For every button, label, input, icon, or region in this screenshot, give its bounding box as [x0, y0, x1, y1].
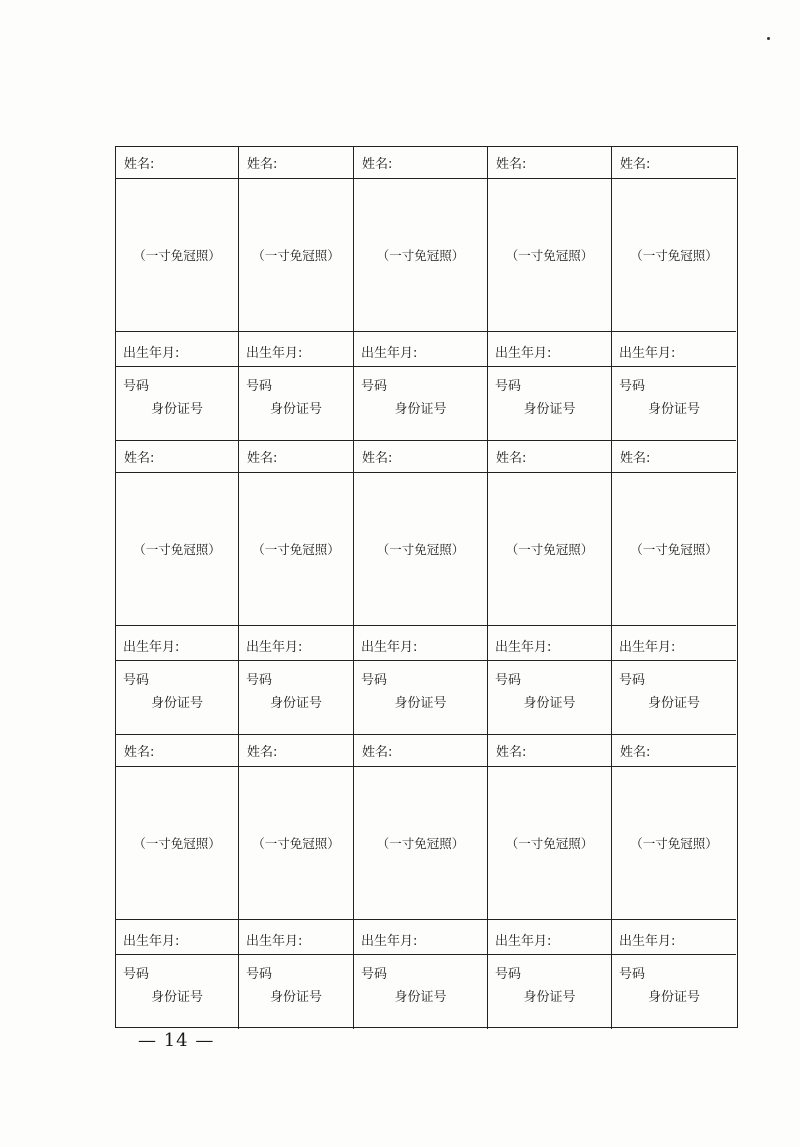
- id-card-label: 身份证号: [269, 402, 322, 417]
- name-field: 姓名:: [488, 441, 611, 473]
- birth-date-field: 出生年月:: [116, 626, 238, 661]
- id-number-field: 号码: [495, 379, 522, 394]
- name-field: 姓名:: [239, 441, 353, 473]
- applicant-card: [354, 735, 488, 1029]
- photo-placeholder: （一寸免冠照）: [488, 179, 611, 332]
- id-card-label: 身份证号: [523, 990, 576, 1005]
- name-field: 姓名:: [612, 147, 736, 179]
- birth-date-field: 出生年月:: [354, 920, 487, 955]
- birth-date-field: 出生年月:: [239, 920, 353, 955]
- name-field: 姓名:: [354, 147, 487, 179]
- birth-date-field: 出生年月:: [488, 332, 611, 367]
- photo-placeholder: （一寸免冠照）: [612, 767, 736, 920]
- photo-placeholder: （一寸免冠照）: [354, 473, 487, 626]
- birth-date-field: 出生年月:: [612, 920, 736, 955]
- applicant-card: [612, 735, 736, 1029]
- photo-placeholder: （一寸免冠照）: [116, 767, 238, 920]
- applicant-card: [354, 441, 488, 735]
- id-card-label: 身份证号: [394, 402, 447, 417]
- name-field: 姓名:: [488, 735, 611, 767]
- id-number-field: 号码: [361, 673, 388, 688]
- id-number-field: 号码: [495, 967, 522, 982]
- id-number-field: 号码: [619, 379, 646, 394]
- id-card-label: 身份证号: [394, 696, 447, 711]
- name-field: 姓名:: [612, 735, 736, 767]
- applicant-card: [239, 441, 354, 735]
- id-number-field: 号码: [619, 673, 646, 688]
- photo-placeholder: （一寸免冠照）: [239, 179, 353, 332]
- applicant-card: [116, 441, 239, 735]
- id-number-field: 号码: [246, 379, 273, 394]
- id-card-label: 身份证号: [150, 696, 203, 711]
- birth-date-field: 出生年月:: [354, 626, 487, 661]
- birth-date-field: 出生年月:: [612, 626, 736, 661]
- applicant-card: [612, 441, 736, 735]
- id-number-field: 号码: [495, 673, 522, 688]
- photo-placeholder: （一寸免冠照）: [354, 179, 487, 332]
- id-card-label: 身份证号: [647, 402, 700, 417]
- id-number-field: 号码: [619, 967, 646, 982]
- photo-placeholder: （一寸免冠照）: [612, 179, 736, 332]
- id-card-label: 身份证号: [150, 990, 203, 1005]
- applicant-card: [239, 735, 354, 1029]
- birth-date-field: 出生年月:: [116, 920, 238, 955]
- id-number-field: 号码: [361, 379, 388, 394]
- name-field: 姓名:: [488, 147, 611, 179]
- photo-placeholder: （一寸免冠照）: [239, 767, 353, 920]
- id-number-field: 号码: [123, 673, 150, 688]
- photo-placeholder: （一寸免冠照）: [488, 473, 611, 626]
- photo-placeholder: （一寸免冠照）: [116, 473, 238, 626]
- id-number-field: 号码: [246, 967, 273, 982]
- applicant-card: [488, 441, 612, 735]
- name-field: 姓名:: [354, 735, 487, 767]
- applicant-card: [116, 147, 239, 441]
- id-card-label: 身份证号: [269, 990, 322, 1005]
- id-card-label: 身份证号: [269, 696, 322, 711]
- name-field: 姓名:: [354, 441, 487, 473]
- id-card-label: 身份证号: [523, 402, 576, 417]
- applicant-card: [116, 735, 239, 1029]
- id-number-field: 号码: [361, 967, 388, 982]
- id-card-label: 身份证号: [647, 990, 700, 1005]
- id-card-label: 身份证号: [523, 696, 576, 711]
- applicant-card: [488, 147, 612, 441]
- photo-placeholder: （一寸免冠照）: [354, 767, 487, 920]
- photo-placeholder: （一寸免冠照）: [612, 473, 736, 626]
- id-number-field: 号码: [123, 967, 150, 982]
- birth-date-field: 出生年月:: [354, 332, 487, 367]
- name-field: 姓名:: [116, 147, 238, 179]
- applicant-card: [612, 147, 736, 441]
- id-card-label: 身份证号: [394, 990, 447, 1005]
- photo-placeholder: （一寸免冠照）: [488, 767, 611, 920]
- photo-registration-grid: [115, 146, 738, 1028]
- applicant-card: [488, 735, 612, 1029]
- birth-date-field: 出生年月:: [116, 332, 238, 367]
- applicant-card: [354, 147, 488, 441]
- id-number-field: 号码: [246, 673, 273, 688]
- id-card-label: 身份证号: [647, 696, 700, 711]
- name-field: 姓名:: [612, 441, 736, 473]
- name-field: 姓名:: [239, 735, 353, 767]
- applicant-card: [239, 147, 354, 441]
- scan-speck: [767, 37, 770, 40]
- id-number-field: 号码: [123, 379, 150, 394]
- name-field: 姓名:: [116, 441, 238, 473]
- birth-date-field: 出生年月:: [239, 332, 353, 367]
- id-card-label: 身份证号: [150, 402, 203, 417]
- photo-placeholder: （一寸免冠照）: [239, 473, 353, 626]
- birth-date-field: 出生年月:: [612, 332, 736, 367]
- page-number: — 14 —: [138, 1030, 215, 1051]
- photo-placeholder: （一寸免冠照）: [116, 179, 238, 332]
- birth-date-field: 出生年月:: [488, 920, 611, 955]
- name-field: 姓名:: [116, 735, 238, 767]
- birth-date-field: 出生年月:: [488, 626, 611, 661]
- name-field: 姓名:: [239, 147, 353, 179]
- birth-date-field: 出生年月:: [239, 626, 353, 661]
